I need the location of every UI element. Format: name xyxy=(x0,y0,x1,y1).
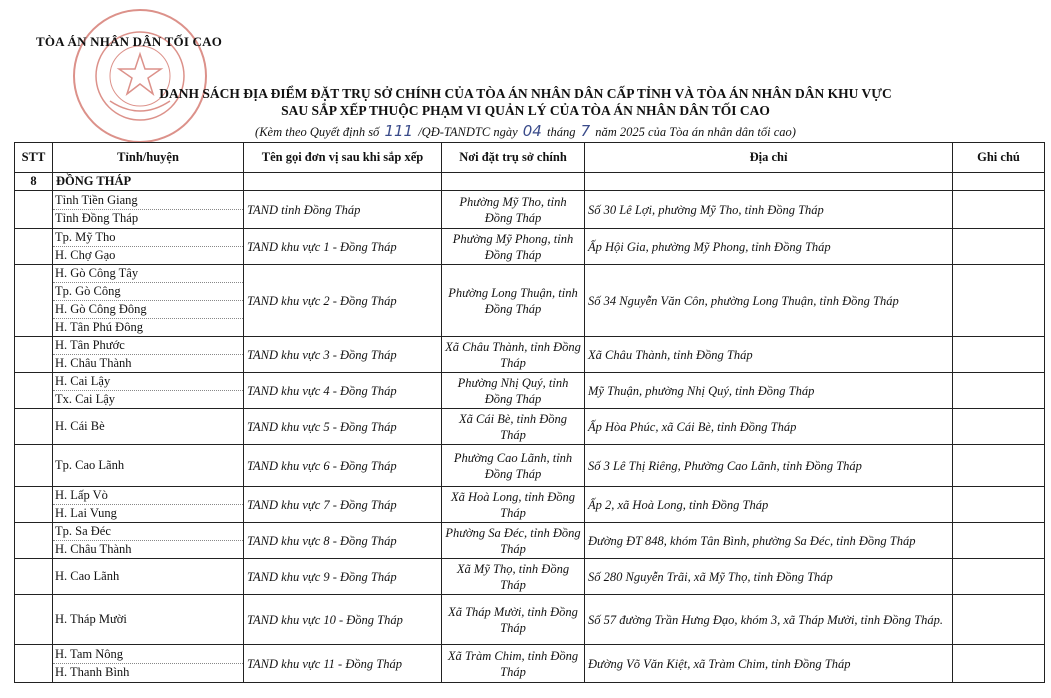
district-cell xyxy=(53,487,244,523)
table-header-row xyxy=(15,143,1045,173)
location-cell: Xã Mỹ Thọ, tỉnh Đồng Tháp xyxy=(442,559,585,595)
stt-cell xyxy=(15,559,53,595)
group-stt: 8 xyxy=(15,173,53,191)
location-cell: Xã Hoà Long, tỉnh Đồng Tháp xyxy=(442,487,585,523)
decision-month: 7 xyxy=(580,122,591,140)
table-row xyxy=(15,265,1045,337)
column-header: STT xyxy=(15,143,53,173)
unit-name-cell: TAND tỉnh Đồng Tháp xyxy=(244,191,442,229)
unit-name-cell: TAND khu vực 7 - Đồng Tháp xyxy=(244,487,442,523)
table-row xyxy=(15,559,1045,595)
district-name: H. Tháp Mười xyxy=(55,612,127,626)
decision-day: 04 xyxy=(522,122,542,140)
court-location-table xyxy=(14,142,1045,683)
stt-cell xyxy=(15,523,53,559)
district-cell xyxy=(53,337,244,373)
district-cell xyxy=(53,595,244,645)
district-name: Tỉnh Tiền Giang xyxy=(53,192,243,210)
address-cell: Số 57 đường Trần Hưng Đạo, khóm 3, xã Tháp Mười, tỉnh Đồng Tháp. xyxy=(585,595,953,645)
stt-cell xyxy=(15,229,53,265)
district-name: Tp. Gò Công xyxy=(53,283,243,301)
stt-cell xyxy=(15,373,53,409)
district-cell xyxy=(53,645,244,683)
stt-cell xyxy=(15,191,53,229)
district-name: H. Tân Phước xyxy=(53,337,243,355)
note-cell xyxy=(953,559,1045,595)
note-cell xyxy=(953,445,1045,487)
document-title-line2: SAU SẮP XẾP THUỘC PHẠM VI QUẢN LÝ CỦA TÒA ÁN NHÂN DÂN TỐI CAO xyxy=(281,103,770,118)
district-cell xyxy=(53,265,244,337)
unit-name-cell: TAND khu vực 5 - Đồng Tháp xyxy=(244,409,442,445)
stt-cell xyxy=(15,645,53,683)
stt-cell xyxy=(15,265,53,337)
stt-cell xyxy=(15,409,53,445)
table-row xyxy=(15,229,1045,265)
district-name: H. Cai Lậy xyxy=(53,373,243,391)
group-name: ĐỒNG THÁP xyxy=(53,173,244,191)
district-name: Tỉnh Đồng Tháp xyxy=(55,211,139,225)
district-name: H. Châu Thành xyxy=(55,356,132,370)
district-name: H. Chợ Gạo xyxy=(55,248,116,262)
address-cell: Ấp 2, xã Hoà Long, tỉnh Đồng Tháp xyxy=(585,487,953,523)
address-cell: Số 30 Lê Lợi, phường Mỹ Tho, tỉnh Đồng Tháp xyxy=(585,191,953,229)
address-cell: Đường ĐT 848, khóm Tân Bình, phường Sa Đéc, tỉnh Đồng Tháp xyxy=(585,523,953,559)
table-row xyxy=(15,409,1045,445)
location-cell: Phường Cao Lãnh, tỉnh Đồng Tháp xyxy=(442,445,585,487)
table-row xyxy=(15,487,1045,523)
document-title-line1: DANH SÁCH ĐỊA ĐIỂM ĐẶT TRỤ SỞ CHÍNH CỦA TÒA ÁN NHÂN DÂN CẤP TỈNH VÀ TÒA ÁN NHÂN DÂN KHU VỰC xyxy=(159,86,892,101)
unit-name-cell: TAND khu vực 9 - Đồng Tháp xyxy=(244,559,442,595)
unit-name-cell: TAND khu vực 6 - Đồng Tháp xyxy=(244,445,442,487)
note-cell xyxy=(953,337,1045,373)
column-header: Ghi chú xyxy=(953,143,1045,173)
district-name: H. Gò Công Tây xyxy=(53,265,243,283)
location-cell: Phường Sa Đéc, tỉnh Đồng Tháp xyxy=(442,523,585,559)
location-cell: Phường Mỹ Tho, tỉnh Đồng Tháp xyxy=(442,191,585,229)
note-cell xyxy=(953,373,1045,409)
unit-name-cell: TAND khu vực 3 - Đồng Tháp xyxy=(244,337,442,373)
table-row xyxy=(15,595,1045,645)
district-name: Tp. Cao Lãnh xyxy=(55,458,125,472)
unit-name-cell: TAND khu vực 4 - Đồng Tháp xyxy=(244,373,442,409)
unit-name-cell: TAND khu vực 8 - Đồng Tháp xyxy=(244,523,442,559)
column-header: Địa chỉ xyxy=(585,143,953,173)
location-cell: Phường Mỹ Phong, tỉnh Đồng Tháp xyxy=(442,229,585,265)
district-cell xyxy=(53,373,244,409)
location-cell: Xã Châu Thành, tỉnh Đồng Tháp xyxy=(442,337,585,373)
district-name: H. Gò Công Đông xyxy=(53,301,243,319)
district-name: H. Lấp Vò xyxy=(53,487,243,505)
subtitle-part1: (Kèm theo Quyết định số xyxy=(255,125,380,139)
district-name: H. Tam Nông xyxy=(53,646,243,664)
district-cell xyxy=(53,445,244,487)
table-row xyxy=(15,373,1045,409)
unit-name-cell: TAND khu vực 1 - Đồng Tháp xyxy=(244,229,442,265)
group-row xyxy=(15,173,1045,191)
location-cell: Phường Nhị Quý, tỉnh Đồng Tháp xyxy=(442,373,585,409)
district-name: Tx. Cai Lậy xyxy=(55,392,116,406)
location-cell: Phường Long Thuận, tỉnh Đồng Tháp xyxy=(442,265,585,337)
subtitle-part4: năm 2025 của Tòa án nhân dân tối cao) xyxy=(595,125,796,139)
unit-name-cell: TAND khu vực 2 - Đồng Tháp xyxy=(244,265,442,337)
stt-cell xyxy=(15,595,53,645)
note-cell xyxy=(953,645,1045,683)
address-cell: Xã Châu Thành, tỉnh Đồng Tháp xyxy=(585,337,953,373)
address-cell: Mỹ Thuận, phường Nhị Quý, tỉnh Đồng Tháp xyxy=(585,373,953,409)
note-cell xyxy=(953,523,1045,559)
location-cell: Xã Cái Bè, tỉnh Đồng Tháp xyxy=(442,409,585,445)
subtitle-part3: tháng xyxy=(546,125,576,139)
decision-number: 111 xyxy=(384,122,414,140)
subtitle-part2: /QĐ-TANDTC ngày xyxy=(418,125,518,139)
address-cell: Ấp Hội Gia, phường Mỹ Phong, tỉnh Đồng Tháp xyxy=(585,229,953,265)
issuing-agency: TÒA ÁN NHÂN DÂN TỐI CAO xyxy=(36,34,223,49)
district-name: H. Cái Bè xyxy=(55,419,105,433)
address-cell: Số 34 Nguyễn Văn Côn, phường Long Thuận, tỉnh Đồng Tháp xyxy=(585,265,953,337)
district-name: H. Lai Vung xyxy=(55,506,117,520)
column-header: Tên gọi đơn vị sau khi sắp xếp xyxy=(244,143,442,173)
note-cell xyxy=(953,229,1045,265)
stt-cell xyxy=(15,337,53,373)
column-header: Tỉnh/huyện xyxy=(53,143,244,173)
note-cell xyxy=(953,409,1045,445)
note-cell xyxy=(953,191,1045,229)
note-cell xyxy=(953,487,1045,523)
district-name: H. Tân Phú Đông xyxy=(55,320,143,334)
unit-name-cell: TAND khu vực 10 - Đồng Tháp xyxy=(244,595,442,645)
stt-cell xyxy=(15,487,53,523)
address-cell: Ấp Hòa Phúc, xã Cái Bè, tỉnh Đồng Tháp xyxy=(585,409,953,445)
unit-name-cell: TAND khu vực 11 - Đồng Tháp xyxy=(244,645,442,683)
table-row xyxy=(15,523,1045,559)
table-row xyxy=(15,445,1045,487)
district-cell xyxy=(53,409,244,445)
decision-reference xyxy=(0,122,1051,140)
stt-cell xyxy=(15,445,53,487)
district-cell xyxy=(53,523,244,559)
district-name: H. Thanh Bình xyxy=(55,665,130,679)
district-name: Tp. Sa Đéc xyxy=(53,523,243,541)
district-name: H. Cao Lãnh xyxy=(55,569,120,583)
location-cell: Xã Tràm Chim, tỉnh Đồng Tháp xyxy=(442,645,585,683)
district-cell xyxy=(53,559,244,595)
address-cell: Số 3 Lê Thị Riêng, Phường Cao Lãnh, tỉnh Đồng Tháp xyxy=(585,445,953,487)
table-row xyxy=(15,645,1045,683)
district-name: Tp. Mỹ Tho xyxy=(53,229,243,247)
note-cell xyxy=(953,265,1045,337)
table-row xyxy=(15,337,1045,373)
table-row xyxy=(15,191,1045,229)
address-cell: Đường Võ Văn Kiệt, xã Tràm Chim, tỉnh Đồng Tháp xyxy=(585,645,953,683)
location-cell: Xã Tháp Mười, tỉnh Đồng Tháp xyxy=(442,595,585,645)
address-cell: Số 280 Nguyễn Trãi, xã Mỹ Thọ, tỉnh Đồng Tháp xyxy=(585,559,953,595)
column-header: Nơi đặt trụ sở chính xyxy=(442,143,585,173)
note-cell xyxy=(953,595,1045,645)
district-cell xyxy=(53,229,244,265)
district-cell xyxy=(53,191,244,229)
district-name: H. Châu Thành xyxy=(55,542,132,556)
